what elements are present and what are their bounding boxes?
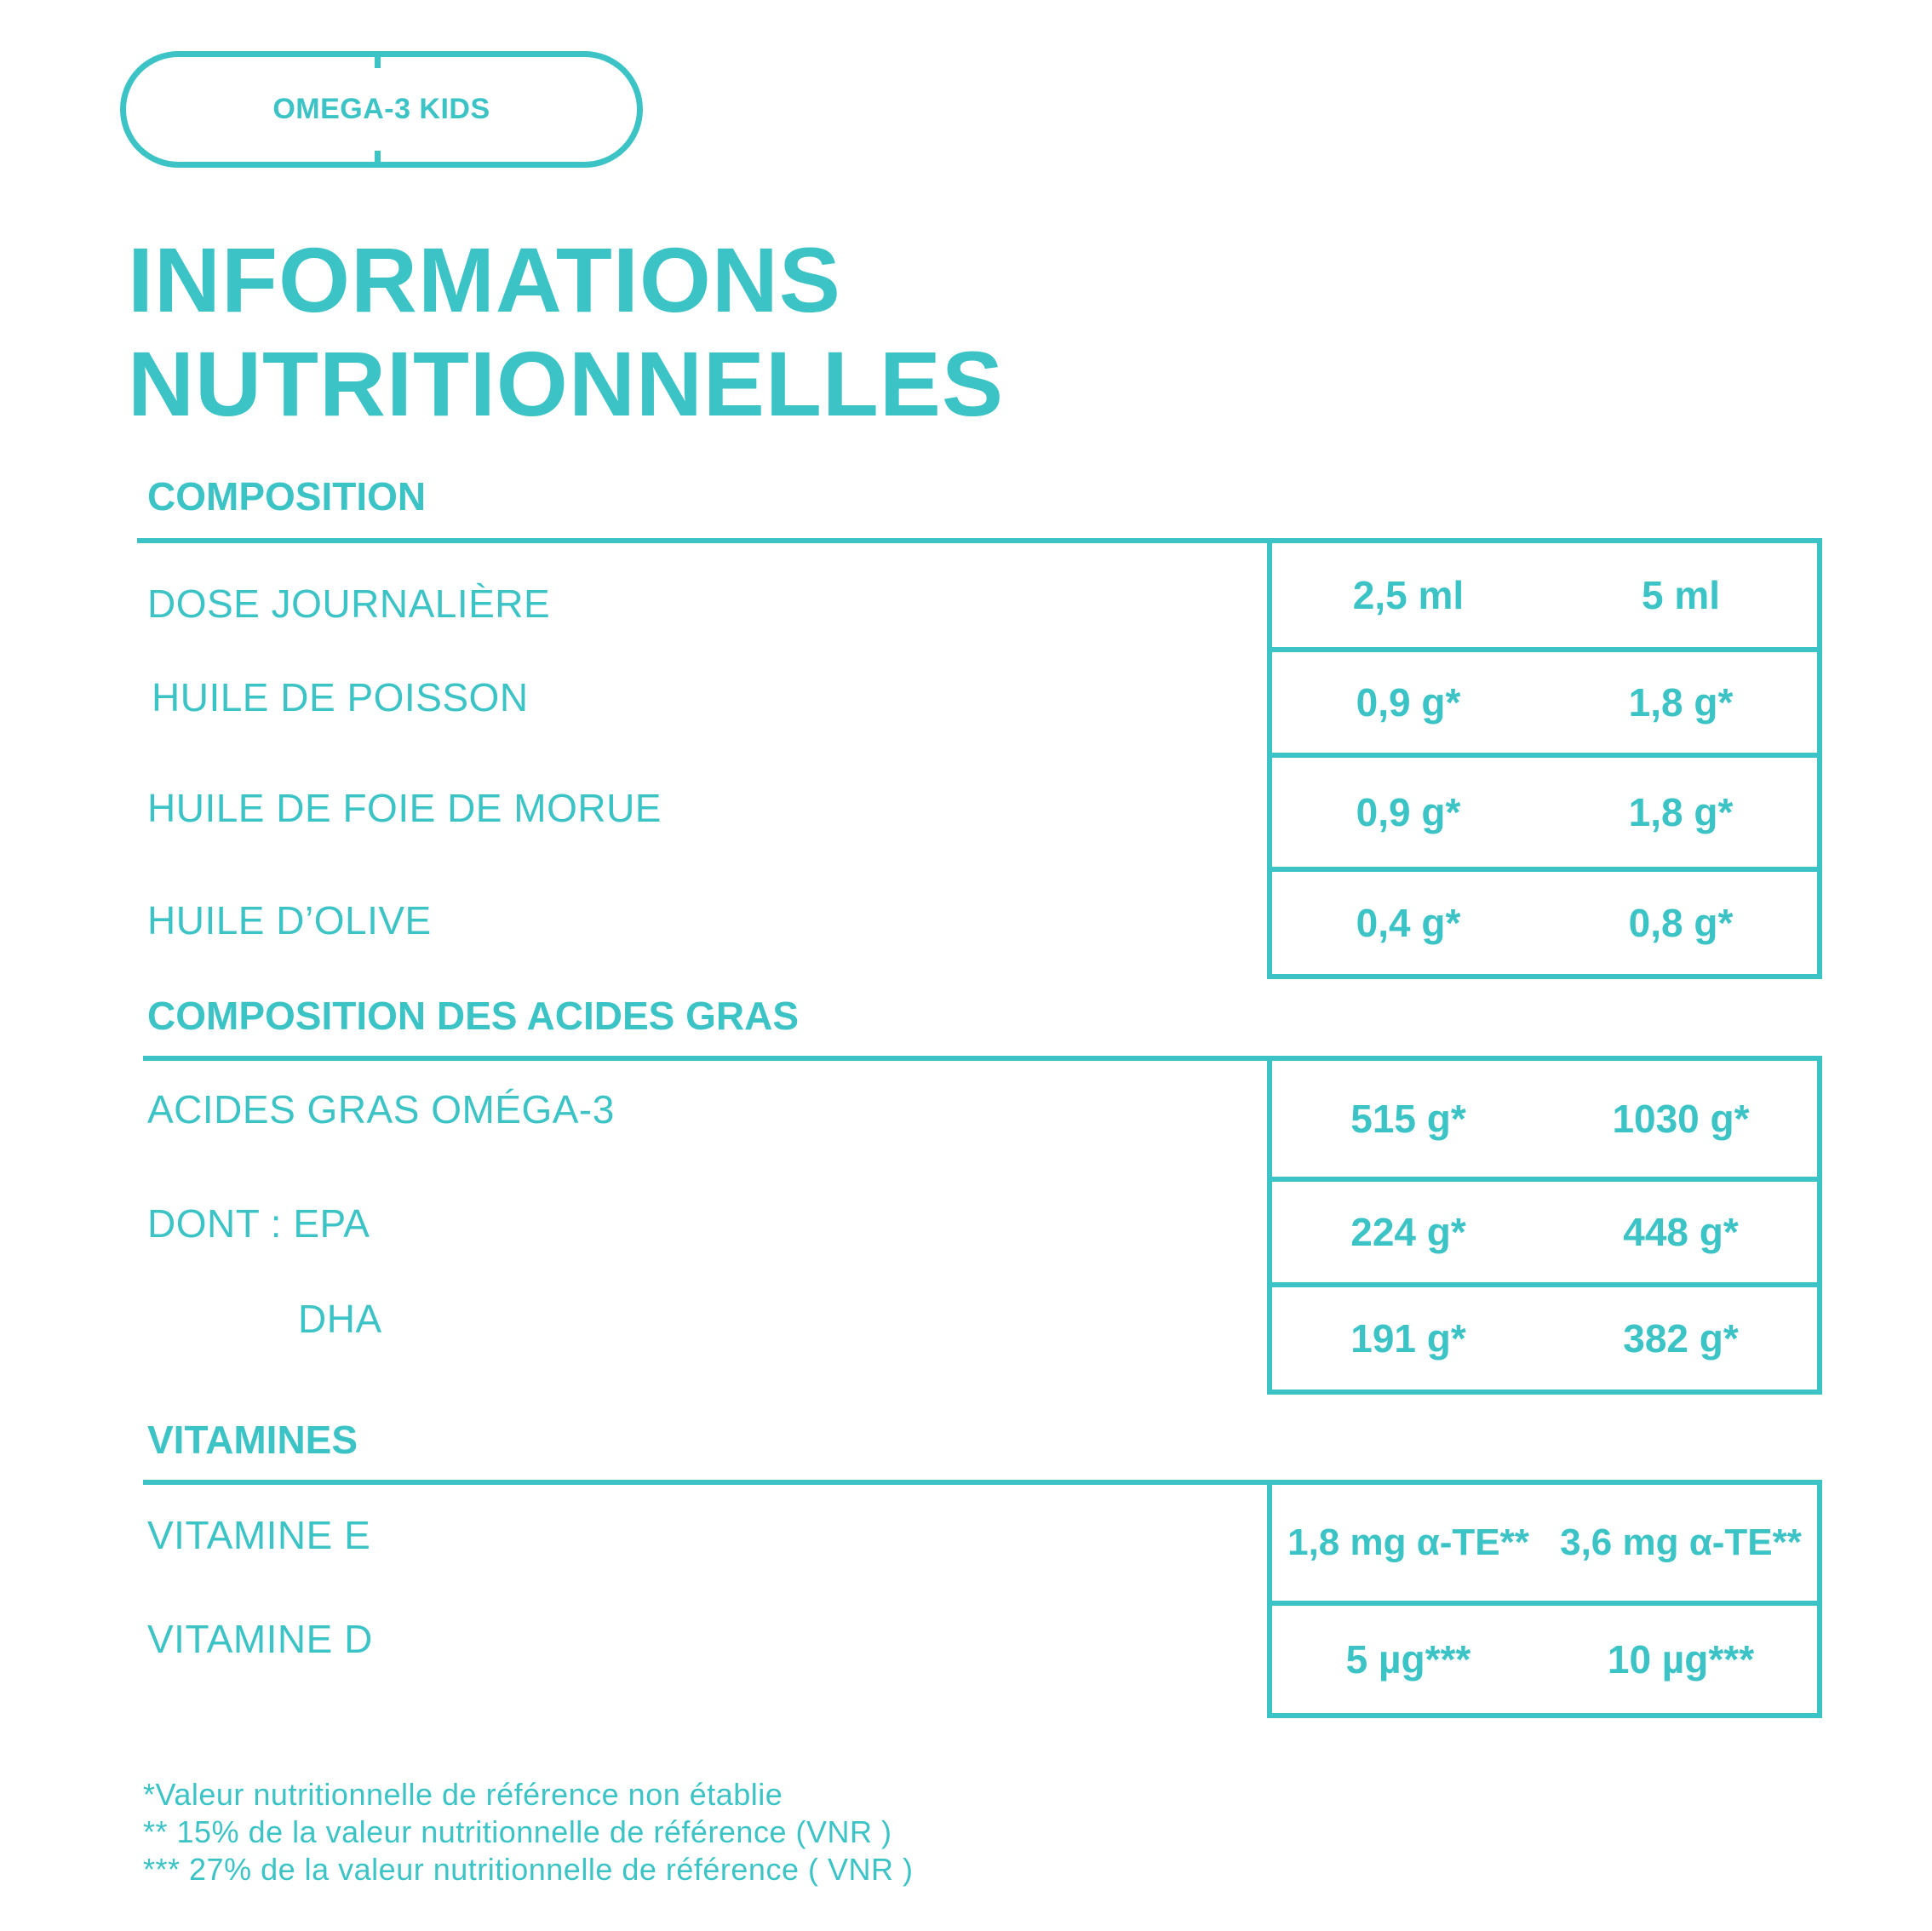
section-rule-composition xyxy=(137,538,1271,543)
table-row xyxy=(1272,1282,1817,1390)
value-cell: 0,4 g* xyxy=(1356,901,1461,945)
value-cell: 5 µg*** xyxy=(1345,1637,1471,1682)
row-label-dha: DHA xyxy=(298,1297,382,1341)
table-row xyxy=(1272,1601,1817,1713)
footnote-2: ** 15% de la valeur nutritionnelle de référence (VNR ) xyxy=(143,1814,892,1849)
row-label-olive-oil: HUILE D’OLIVE xyxy=(147,898,432,943)
footnotes xyxy=(143,1776,913,1888)
product-badge-label: OMEGA-3 KIDS xyxy=(272,93,490,125)
section-rule-vitamins xyxy=(143,1480,1271,1485)
row-label-omega3: ACIDES GRAS OMÉGA-3 xyxy=(147,1087,615,1132)
badge-notch-bottom xyxy=(375,151,381,168)
row-label-dose: DOSE JOURNALIÈRE xyxy=(147,582,551,626)
table-row xyxy=(1272,1061,1817,1177)
value-cell: 0,9 g* xyxy=(1356,680,1461,725)
value-cell: 3,6 mg α-TE** xyxy=(1560,1521,1802,1563)
table-row xyxy=(1272,867,1817,974)
value-cell: 1,8 g* xyxy=(1628,790,1734,834)
table-composition xyxy=(1267,538,1822,979)
page-title xyxy=(128,228,1004,436)
value-cell: 1,8 g* xyxy=(1628,680,1734,725)
page-title-line2: NUTRITIONNELLES xyxy=(128,332,1004,435)
row-label-vitamin-d: VITAMINE D xyxy=(147,1617,373,1661)
section-heading-composition: COMPOSITION xyxy=(147,474,427,519)
table-row xyxy=(1272,753,1817,867)
value-cell: 1,8 mg α-TE** xyxy=(1287,1521,1529,1563)
value-cell: 224 g* xyxy=(1350,1210,1466,1254)
footnote-1: *Valeur nutritionnelle de référence non établie xyxy=(143,1777,783,1812)
badge-notch-top xyxy=(375,51,381,68)
value-cell: 2,5 ml xyxy=(1352,573,1465,617)
section-heading-fatty-acids: COMPOSITION DES ACIDES GRAS xyxy=(147,994,800,1038)
row-label-vitamin-e: VITAMINE E xyxy=(147,1513,371,1557)
row-label-cod-liver-oil: HUILE DE FOIE DE MORUE xyxy=(147,786,662,830)
table-row xyxy=(1272,1485,1817,1601)
section-rule-fatty-acids xyxy=(143,1056,1271,1061)
value-cell: 515 g* xyxy=(1350,1097,1466,1141)
value-cell: 448 g* xyxy=(1623,1210,1739,1254)
value-cell: 191 g* xyxy=(1350,1316,1466,1361)
value-cell: 5 ml xyxy=(1641,573,1721,617)
value-cell: 1030 g* xyxy=(1612,1097,1750,1141)
product-badge xyxy=(120,51,643,168)
table-row xyxy=(1272,543,1817,647)
section-heading-vitamins: VITAMINES xyxy=(147,1418,358,1462)
value-cell: 382 g* xyxy=(1623,1316,1739,1361)
row-label-epa: DONT : EPA xyxy=(147,1201,370,1246)
value-cell: 10 µg*** xyxy=(1607,1637,1755,1682)
footnote-3: *** 27% de la valeur nutritionnelle de référence ( VNR ) xyxy=(143,1852,914,1887)
table-row xyxy=(1272,647,1817,753)
table-fatty-acids xyxy=(1267,1056,1822,1395)
row-label-fish-oil: HUILE DE POISSON xyxy=(152,675,529,719)
table-row xyxy=(1272,1177,1817,1282)
value-cell: 0,8 g* xyxy=(1628,901,1734,945)
value-cell: 0,9 g* xyxy=(1356,790,1461,834)
table-vitamins xyxy=(1267,1480,1822,1718)
page-title-line1: INFORMATIONS xyxy=(128,228,841,331)
